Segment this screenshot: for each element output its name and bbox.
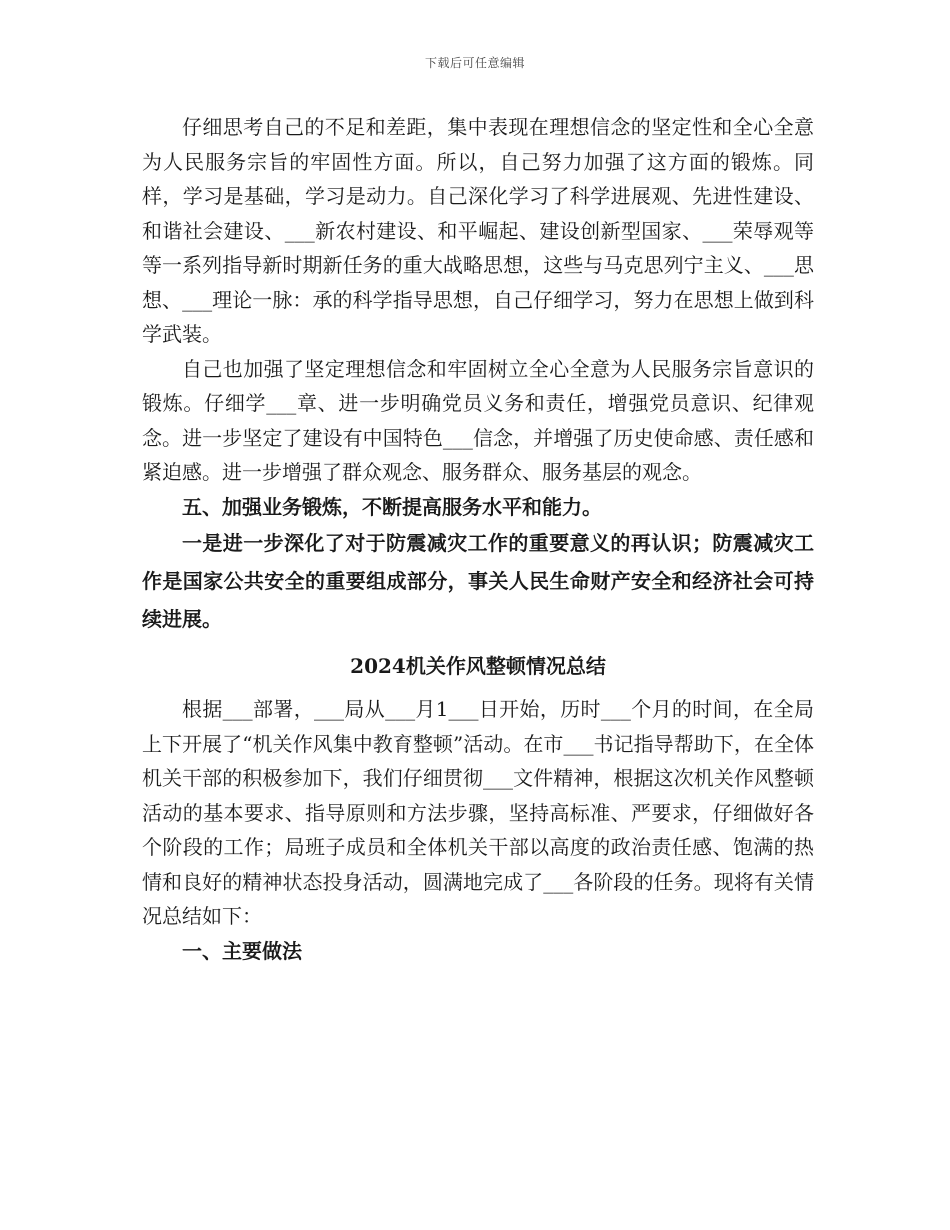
document-title: 2024机关作风整顿情况总结 xyxy=(350,654,606,678)
document-body xyxy=(142,110,814,968)
paragraph-ideals: 自己也加强了坚定理想信念和牢固树立全心全意为人民服务宗旨意识的锻炼。仔细学___章、进一步明确党员义务和责任，增强党员意识、纪律观念。进一步坚定了建设有中国特色___信念，并增强了历史使命感、责任感和紧迫感。进一步增强了群众观念、服务群众、服务基层的观念。 xyxy=(142,356,814,484)
section-heading-five: 五、加强业务锻炼，不断提高服务水平和能力。 xyxy=(182,494,602,519)
section-heading-one: 一、主要做法 xyxy=(182,938,302,963)
paragraph-earthquake-work: 一是进一步深化了对于防震减灾工作的重要意义的再认识；防震减灾工作是国家公共安全的重要组成部分，事关人民生命财产安全和经济社会可持续进展。 xyxy=(142,531,814,631)
paragraph-summary-intro: 根据___部署，___局从___月1___日开始，历时___个月的时间，在全局上下开展了“机关作风集中教育整顿”活动。在市___书记指导帮助下，在全体机关干部的积极参加下，我们仔细贯彻___文件精神，根据这次机关作风整顿活动的基本要求、指导原则和方法步骤，坚持高标准、严要求，仔细做好各个阶段的工作；局班子成员和全体机关干部以高度的政治责任感、饱满的热情和良好的精神状态投身活动，圆满地完成了___各阶段的任务。现将有关情况总结如下： xyxy=(142,697,814,928)
paragraph-reflection: 仔细思考自己的不足和差距，集中表现在理想信念的坚定性和全心全意为人民服务宗旨的牢固性方面。所以，自己努力加强了这方面的锻炼。同样，学习是基础，学习是动力。自己深化学习了科学进展观、先进性建设、和谐社会建设、___新农村建设、和平崛起、建设创新型国家、___荣辱观等等一系列指导新时期新任务的重大战略思想，这些与马克思列宁主义、___思想、___理论一脉：承的科学指导思想，自己仔细学习，努力在思想上做到科学武装。 xyxy=(142,115,814,346)
page-header-note: 下载后可任意编辑 xyxy=(424,56,525,70)
